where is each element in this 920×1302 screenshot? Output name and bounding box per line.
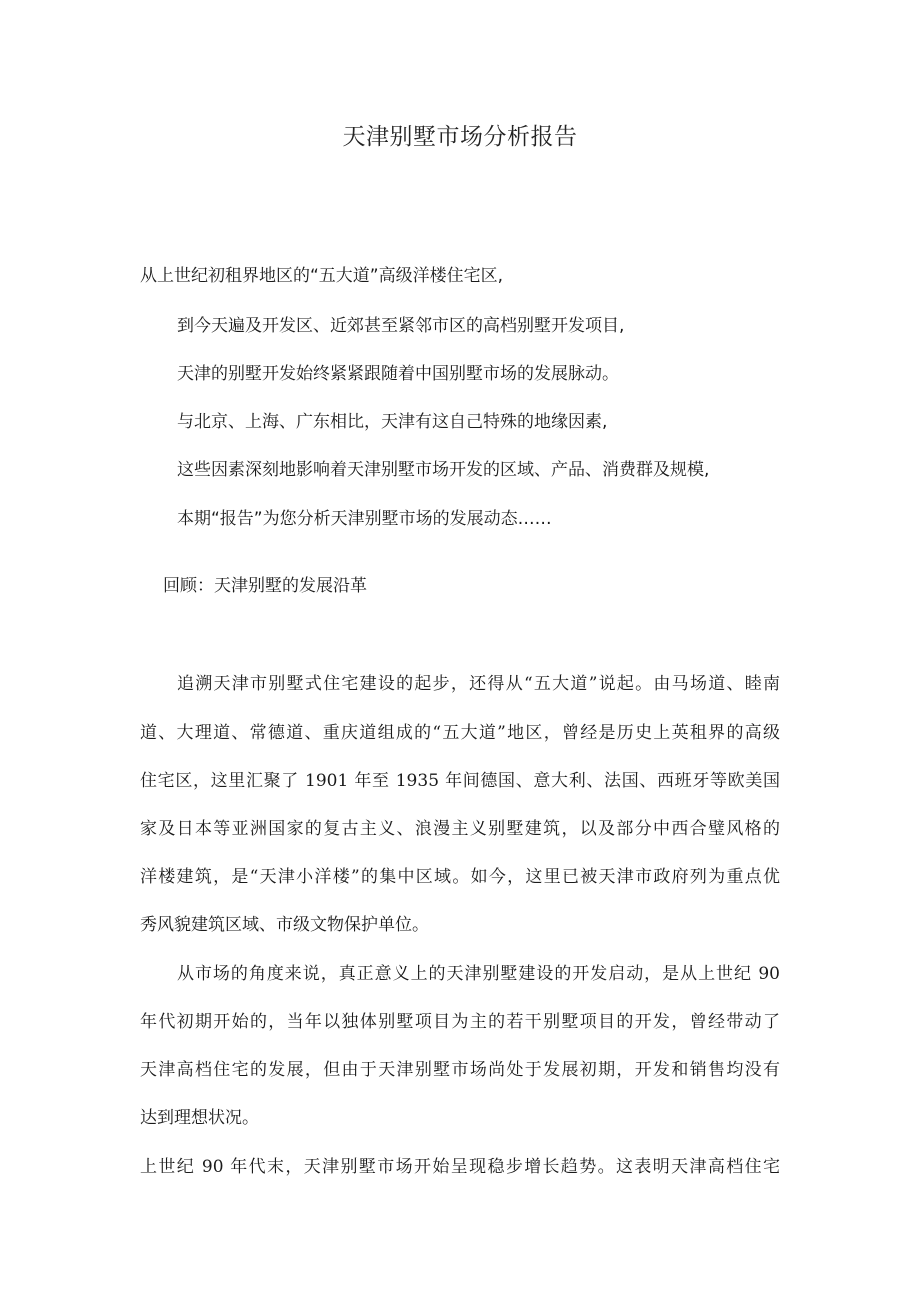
paragraph-1-line-6: 秀风貌建筑区域、市级文物保护单位。 [140, 915, 429, 935]
section-heading: 回顾：天津别墅的发展沿革 [163, 576, 367, 596]
paragraph-3-line-1: 上世纪 90 年代末，天津别墅市场开始呈现稳步增长趋势。这表明天津高档住宅 [140, 1157, 780, 1177]
intro-line-1: 从上世纪初租界地区的“五大道”高级洋楼住宅区, [140, 266, 504, 286]
paragraph-1-line-1: 追溯天津市别墅式住宅建设的起步，还得从“五大道”说起。由马场道、睦南 [177, 674, 780, 694]
intro-line-4: 与北京、上海、广东相比，天津有这自己特殊的地缘因素, [177, 412, 608, 432]
intro-line-6: 本期“报告”为您分析天津别墅市场的发展动态…… [177, 509, 552, 529]
paragraph-2-line-2: 年代初期开始的，当年以独体别墅项目为主的若干别墅项目的开发，曾经带动了 [140, 1012, 780, 1032]
paragraph-2-line-1: 从市场的角度来说，真正意义上的天津别墅建设的开发启动，是从上世纪 90 [177, 964, 780, 984]
intro-line-5: 这些因素深刻地影响着天津别墅市场开发的区域、产品、消费群及规模, [177, 460, 710, 480]
paragraph-2-line-3: 天津高档住宅的发展，但由于天津别墅市场尚处于发展初期，开发和销售均没有 [140, 1060, 780, 1080]
intro-line-3: 天津的别墅开发始终紧紧跟随着中国别墅市场的发展脉动。 [177, 364, 619, 384]
paragraph-1-line-4: 家及日本等亚洲国家的复古主义、浪漫主义别墅建筑，以及部分中西合璧风格的 [140, 819, 780, 839]
paragraph-1-line-3: 住宅区，这里汇聚了 1901 年至 1935 年间德国、意大利、法国、西班牙等欧美国 [140, 771, 780, 791]
paragraph-1-line-5: 洋楼建筑，是“天津小洋楼”的集中区域。如今，这里已被天津市政府列为重点优 [140, 867, 780, 887]
paragraph-2-line-4: 达到理想状况。 [140, 1108, 259, 1128]
paragraph-1-line-2: 道、大理道、常德道、重庆道组成的“五大道”地区，曾经是历史上英租界的高级 [140, 723, 780, 743]
document-title: 天津别墅市场分析报告 [342, 124, 578, 150]
intro-line-2: 到今天遍及开发区、近郊甚至紧邻市区的高档别墅开发项目, [177, 316, 625, 336]
